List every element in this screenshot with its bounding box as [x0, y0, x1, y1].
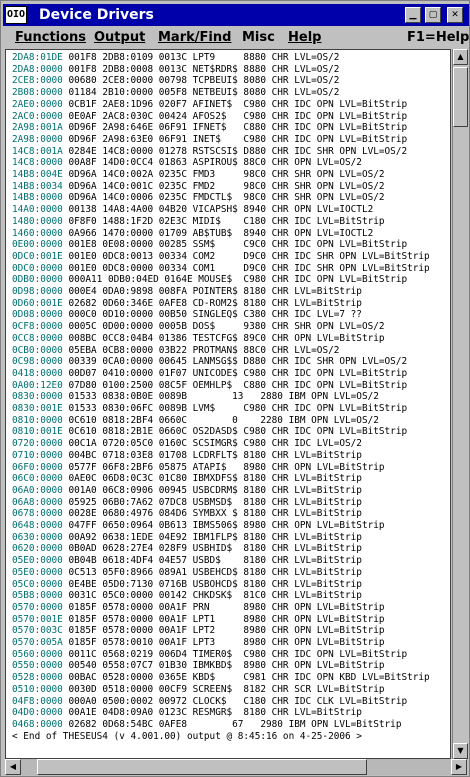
driver-details: 0CB1F 2AE8:1D96 020F7 AFINET$ C980 CHR IDC OPN LVL=BitStrip: [62, 98, 408, 110]
driver-details: 0AE0C 06D8:0C3C 01C80 IBMXDFS$ 8180 CHR LVL=BitStrip: [62, 473, 362, 485]
driver-details: 0D96A 14C0:0006 0235C FMDCTL$ 98C0 CHR SHR OPN LVL=OS/2: [62, 192, 385, 204]
driver-address: 0E00:0000: [12, 239, 63, 251]
menu-functions[interactable]: [15, 30, 86, 45]
driver-row[interactable]: [12, 555, 362, 567]
driver-address: 0830:001E: [12, 403, 63, 414]
driver-details: 00D07 0410:0000 01F07 UNICODE$ C980 CHR IDC OPN LVL=BitStrip: [62, 367, 408, 379]
driver-row[interactable]: [12, 543, 362, 555]
driver-details: 00540 0558:07C7 01B30 IBMKBD$ 8980 CHR OPN LVL=BitStrip: [62, 660, 385, 672]
driver-row[interactable]: [12, 438, 362, 450]
driver-address: 0528:0000: [12, 672, 63, 684]
driver-row[interactable]: [12, 75, 339, 87]
driver-address: 0A00:12E0: [12, 379, 63, 391]
driver-details: 000E4 0DA0:9898 008FA POINTER$ 8180 CHR LVL=BitStrip: [62, 286, 362, 297]
driver-address: 0DC0:001E: [12, 250, 63, 262]
driver-row[interactable]: [12, 707, 362, 719]
scroll-left-icon[interactable]: ◀: [5, 759, 21, 775]
driver-address: 0720:0000: [12, 438, 63, 450]
driver-row[interactable]: [12, 450, 362, 462]
scroll-down-icon[interactable]: ▼: [453, 743, 468, 759]
system-menu-icon[interactable]: OIO: [5, 6, 27, 24]
driver-address: 14B8:004E: [12, 169, 63, 180]
driver-address: 05E0:0000: [12, 555, 63, 567]
driver-row[interactable]: [12, 274, 407, 286]
driver-row[interactable]: [12, 532, 362, 544]
vertical-scrollbar[interactable]: [452, 49, 467, 759]
driver-address: 2AE0:0000: [12, 98, 63, 110]
driver-details: 0284E 14C8:0000 01278 RSTSCSI$ D880 CHR IDC SHR OPN LVL=OS/2: [62, 145, 408, 157]
driver-address: 0DC0:0000: [12, 262, 63, 274]
driver-row[interactable]: [12, 251, 430, 263]
driver-row[interactable]: [12, 122, 407, 134]
driver-address: 2CE8:0000: [12, 75, 63, 87]
driver-address: 0D98:0000: [12, 286, 63, 297]
driver-details: 00C1A 0720:05C0 0160C SCSIMGR$ C980 CHR IDC LVL=OS/2: [62, 438, 362, 450]
driver-address: 0560:0000: [12, 648, 63, 660]
menu-f1-help[interactable]: F1=Help: [407, 30, 470, 45]
driver-details: 047FF 0650:0964 0B613 IBMS506$ 8980 CHR OPN LVL=BitStrip: [62, 520, 385, 531]
driver-details: 02682 0D68:54BC 0AFE8 67 2980 IBM OPN LVL=BitStrip: [62, 718, 402, 730]
driver-details: 0B04B 0618:4DF4 04E57 USBD$ 8180 CHR LVL=BitStrip: [62, 555, 362, 567]
driver-row[interactable]: [12, 660, 385, 672]
driver-address: 04F8:0000: [12, 695, 63, 707]
driver-address: 14C8:001A: [12, 145, 63, 157]
driver-address: 2AC0:0000: [12, 110, 63, 122]
driver-details: 0577F 06F8:2BF6 05875 ATAPI$ 8980 CHR OPN LVL=BitStrip: [62, 461, 385, 473]
driver-details: 001F8 2DB8:0109 0013C LPT9 8880 CHR LVL=OS/2: [62, 52, 340, 63]
driver-row[interactable]: [12, 157, 362, 169]
driver-row[interactable]: [12, 192, 385, 204]
driver-row[interactable]: [12, 204, 373, 216]
horizontal-track[interactable]: [21, 759, 451, 775]
driver-details: 01533 0838:0B0E 0089B 13 2880 IBM OPN LVL=OS/2: [62, 391, 379, 403]
minimize-icon[interactable]: ▁: [405, 7, 421, 23]
driver-details: 00138 14A8:4A00 04B20 VICAPSH$ 8940 CHR OPN LVL=IOCTL2: [62, 204, 374, 216]
driver-details: 05925 06B0:7A62 07DC8 USBMSD$ 8180 CHR LVL=BitStrip: [62, 496, 362, 508]
driver-row[interactable]: [12, 239, 407, 251]
driver-address: 0D08:0000: [12, 309, 63, 321]
driver-row[interactable]: [12, 356, 407, 368]
driver-row[interactable]: [12, 508, 362, 520]
driver-address: 04D0:0000: [12, 707, 63, 719]
driver-details: 07D80 0100:2500 08C5F OEMHLP$ C880 CHR IDC OPN LVL=BitStrip: [62, 379, 408, 391]
driver-address: 0C98:0000: [12, 356, 63, 368]
driver-details: 0D96A 14C0:002A 0235C FMD3 98C0 CHR SHR OPN LVL=OS/2: [62, 169, 385, 180]
driver-details: 000A0 0500:0002 00972 CLOCK$ C180 CHR IDC CLK LVL=BitStrip: [62, 695, 408, 707]
driver-row[interactable]: [12, 111, 407, 123]
driver-address: 0678:0000: [12, 508, 63, 520]
driver-address: 0CF8:0000: [12, 321, 63, 333]
driver-address: 0468:0000: [12, 718, 63, 730]
driver-address: 05E0:0000: [12, 566, 63, 578]
menu-help-label: Help: [288, 30, 322, 45]
driver-address: 2A98:001A: [12, 122, 63, 134]
driver-row[interactable]: [12, 403, 407, 415]
driver-address: 14B8:0000: [12, 192, 63, 204]
menu-help[interactable]: [288, 30, 321, 45]
driver-address: 14A0:0000: [12, 204, 63, 216]
driver-row[interactable]: [12, 391, 379, 403]
horizontal-thumb[interactable]: [37, 759, 367, 775]
driver-row[interactable]: [12, 52, 339, 64]
driver-details: 008BC 0CC8:04B4 01386 TESTCFG$ 89C0 CHR OPN LVL=BitStrip: [62, 332, 385, 344]
driver-address: 06A0:0000: [12, 484, 63, 496]
driver-row[interactable]: [12, 309, 362, 321]
driver-address: 0570:0000: [12, 601, 63, 613]
driver-details: 001E0 0DC8:0013 00334 COM2 D9C0 CHR IDC SHR OPN LVL=BitStrip: [62, 250, 430, 262]
driver-row[interactable]: [12, 462, 385, 474]
driver-address: 1480:0000: [12, 215, 63, 227]
title-bar[interactable]: [3, 4, 469, 26]
driver-address: 0648:0000: [12, 520, 63, 531]
driver-details: 000A11 0DB0:04ED 0164E MOUSE$ C980 CHR IDC OPN LVL=BitStrip: [62, 274, 408, 286]
driver-row[interactable]: [12, 625, 385, 637]
driver-details: 0C610 0818:2B1E 0660C OS2DASD$ C980 CHR IDC OPN LVL=BitStrip: [62, 426, 408, 438]
driver-row[interactable]: [12, 146, 407, 158]
driver-row[interactable]: [12, 99, 407, 111]
driver-address: 0510:0000: [12, 683, 63, 695]
driver-address: 0550:0000: [12, 660, 63, 672]
driver-row[interactable]: [12, 345, 339, 357]
driver-row[interactable]: [12, 415, 379, 427]
driver-address: 2DA8:01DE: [12, 52, 63, 63]
driver-details: 0F8F0 1488:1F2D 02E3C MIDI$ C180 CHR IDC LVL=BitStrip: [62, 215, 385, 227]
driver-row[interactable]: [12, 87, 339, 99]
driver-address: 0DB0:0000: [12, 274, 63, 286]
window-title: Device Drivers: [39, 7, 154, 23]
driver-row[interactable]: [12, 672, 430, 684]
driver-details: 0185F 0578:0010 00A1F LPT3 8980 CHR OPN LVL=BitStrip: [62, 637, 385, 648]
driver-address: 05C0:0000: [12, 578, 63, 590]
driver-row[interactable]: [12, 298, 362, 310]
driver-details: 004BC 0718:03E8 01708 LCDRFLT$ 8180 CHR LVL=BitStrip: [62, 449, 362, 461]
driver-details: 0A966 1470:0000 01709 AB$TUB$ 8940 CHR OPN LVL=IOCTL2: [62, 227, 374, 239]
driver-address: 0810:0000: [12, 414, 63, 426]
driver-details: 0185F 0578:0000 00A1F LPT1 8980 CHR OPN LVL=BitStrip: [62, 613, 385, 625]
driver-details: 01533 0830:06FC 0089B LVM$ C980 CHR IDC OPN LVL=BitStrip: [62, 403, 408, 414]
menu-output[interactable]: [94, 30, 145, 45]
driver-row[interactable]: [12, 614, 385, 626]
driver-row[interactable]: [12, 380, 407, 392]
driver-address: 0570:005A: [12, 637, 63, 648]
menu-output-label: Output: [94, 30, 146, 45]
driver-row[interactable]: [12, 169, 385, 181]
driver-details: 001A0 06C8:0906 00945 USBCDRM$ 8180 CHR LVL=BitStrip: [62, 484, 362, 496]
driver-row[interactable]: [12, 426, 407, 438]
driver-address: 0710:0000: [12, 449, 63, 461]
driver-details: 00A92 0638:1EDE 04E92 IBM1FLP$ 8180 CHR LVL=BitStrip: [62, 531, 362, 543]
driver-details: 0011C 0568:0219 006D4 TIMER0$ C980 CHR IDC OPN LVL=BitStrip: [62, 648, 408, 660]
driver-address: 0570:001E: [12, 613, 63, 625]
driver-details: 0E4BE 05D0:7130 0716B USBOHCD$ 8180 CHR LVL=BitStrip: [62, 578, 362, 590]
driver-address: 06F0:0000: [12, 461, 63, 473]
driver-row[interactable]: [12, 497, 362, 509]
driver-details: 00680 2CE8:0000 00798 TCPBEUI$ 8080 CHR LVL=OS/2: [62, 75, 340, 87]
driver-address: 0630:0000: [12, 531, 63, 543]
driver-details: 0E0AF 2AC8:030C 00424 AFOS2$ C980 CHR IDC OPN LVL=BitStrip: [62, 110, 408, 122]
scroll-thumb[interactable]: [453, 67, 468, 127]
driver-address: 0830:0000: [12, 391, 63, 403]
driver-details: 0031C 05C0:0000 00142 CHKDSK$ 81C0 CHR LVL=BitStrip: [62, 590, 362, 602]
driver-details: 01184 2B10:0000 005F8 NETBEUI$ 8080 CHR LVL=OS/2: [62, 87, 340, 99]
driver-row[interactable]: [12, 368, 407, 380]
driver-address: 0418:0000: [12, 367, 63, 379]
horizontal-scrollbar[interactable]: [5, 759, 467, 775]
menu-markfind-label: Mark/Find: [158, 30, 232, 45]
driver-row[interactable]: [12, 473, 362, 485]
driver-address: 2A98:0000: [12, 133, 63, 145]
driver-address: 0D60:001E: [12, 297, 63, 309]
menu-misc[interactable]: Misc: [242, 30, 275, 45]
driver-row[interactable]: [12, 649, 407, 661]
output-footer: < End of THESEUS4 (v 4.001.00) output @ 8:45:16 on 4-25-2006 >: [12, 730, 362, 742]
driver-details: 0005C 0D00:0000 0005B DOS$ 9380 CHR SHR OPN LVL=OS/2: [62, 321, 385, 333]
menu-markfind[interactable]: [158, 30, 231, 45]
driver-row[interactable]: [12, 567, 362, 579]
driver-address: 06C0:0000: [12, 473, 63, 485]
driver-address: 05B8:0000: [12, 590, 63, 602]
scroll-right-icon[interactable]: ▶: [451, 759, 467, 775]
driver-row[interactable]: [12, 590, 362, 602]
driver-address: 1460:0000: [12, 227, 63, 239]
driver-row[interactable]: [12, 134, 407, 146]
driver-row[interactable]: [12, 181, 385, 193]
driver-row[interactable]: [12, 684, 385, 696]
driver-details: 05EBA 0CB8:0000 03B22 PROTMAN$ 88C0 CHR LVL=OS/2: [62, 344, 340, 356]
menu-functions-label: Functions: [15, 30, 87, 45]
driver-address: 0570:003C: [12, 625, 63, 637]
driver-row[interactable]: [12, 263, 430, 275]
driver-details: 001F8 2DB8:0008 0013C NET$RDR$ 8880 CHR LVL=OS/2: [62, 63, 340, 75]
driver-details: 0C513 05F0:8966 089A1 USBEHCD$ 8180 CHR LVL=BitStrip: [62, 566, 362, 578]
driver-details: 0D96F 2A98:63E0 06F91 INET$ C980 CHR IDC OPN LVL=BitStrip: [62, 133, 408, 145]
driver-details: 0030D 0518:0000 00CF9 SCREEN$ 8182 CHR SCR LVL=BitStrip: [62, 683, 385, 695]
driver-address: 14B8:0034: [12, 180, 63, 192]
driver-details: 001E0 0DC8:0000 00334 COM1 D9C0 CHR IDC SHR OPN LVL=BitStrip: [62, 262, 430, 274]
driver-details: 00A8F 14D0:0CC4 01863 ASPIROU$ 88C0 CHR OPN LVL=OS/2: [62, 157, 362, 169]
driver-row[interactable]: [12, 333, 385, 345]
driver-details: 00A1E 04D8:09A0 0123C RESMGR$ 8180 CHR LVL=BitStrip: [62, 707, 362, 719]
driver-row[interactable]: [12, 228, 373, 240]
driver-row[interactable]: [12, 321, 385, 333]
driver-details: 00339 0CA0:0000 00645 LANMSG$$ D880 CHR IDC SHR OPN LVL=OS/2: [62, 356, 408, 368]
driver-row[interactable]: [12, 696, 407, 708]
scroll-up-icon[interactable]: ▲: [453, 49, 468, 65]
driver-details: 0185F 0578:0000 00A1F LPT2 8980 CHR OPN LVL=BitStrip: [62, 625, 385, 637]
driver-row[interactable]: [12, 520, 385, 532]
driver-row[interactable]: [12, 485, 362, 497]
maximize-icon[interactable]: ▢: [425, 7, 441, 23]
driver-row[interactable]: [12, 64, 339, 76]
driver-details: 0028E 0680:4976 084D6 SYMBXX $ 8180 CHR LVL=BitStrip: [62, 508, 362, 520]
driver-address: 2DA8:0000: [12, 63, 63, 75]
driver-row[interactable]: [12, 216, 385, 228]
driver-details: 0D96F 2A98:646E 06F91 IFNET$ C880 CHR IDC OPN LVL=BitStrip: [62, 122, 408, 134]
driver-address: 0CC8:0000: [12, 332, 63, 344]
driver-list[interactable]: [5, 49, 451, 759]
driver-address: 0810:001E: [12, 426, 63, 438]
driver-details: 00BAC 0528:0000 0365E KBD$ C981 CHR IDC OPN KBD LVL=BitStrip: [62, 672, 430, 684]
driver-row[interactable]: [12, 637, 385, 649]
driver-details: 001E8 0E08:0000 00285 SSM$ C9C0 CHR IDC OPN LVL=BitStrip: [62, 239, 408, 251]
driver-address: 0CB0:0000: [12, 344, 63, 356]
driver-details: 0C610 0818:2BF4 0660C 0 2280 IBM OPN LVL=OS/2: [62, 414, 379, 426]
driver-address: 06A8:0000: [12, 496, 63, 508]
driver-row[interactable]: [12, 286, 362, 298]
driver-row[interactable]: [12, 602, 385, 614]
driver-details: 000C0 0D10:0000 00B50 SINGLEQ$ C380 CHR IDC LVL=7 ??: [62, 309, 362, 321]
driver-details: 0D96A 14C0:001C 0235C FMD2 98C0 CHR SHR OPN LVL=OS/2: [62, 180, 385, 192]
driver-row[interactable]: [12, 579, 362, 591]
driver-details: 02682 0D60:346E 0AFE8 CD-ROM2$ 8180 CHR LVL=BitStrip: [62, 297, 362, 309]
menu-bar: [3, 28, 469, 48]
close-icon[interactable]: ✕: [447, 7, 463, 23]
driver-address: 0620:0000: [12, 543, 63, 555]
driver-details: 0185F 0578:0000 00A1F PRN 8980 CHR OPN LVL=BitStrip: [62, 601, 385, 613]
driver-address: 14C8:0000: [12, 157, 63, 169]
driver-details: 0B0AD 0628:27E4 028F9 USBHID$ 8180 CHR LVL=BitStrip: [62, 543, 362, 555]
driver-address: 2B08:0000: [12, 87, 63, 99]
driver-row[interactable]: [12, 719, 401, 731]
